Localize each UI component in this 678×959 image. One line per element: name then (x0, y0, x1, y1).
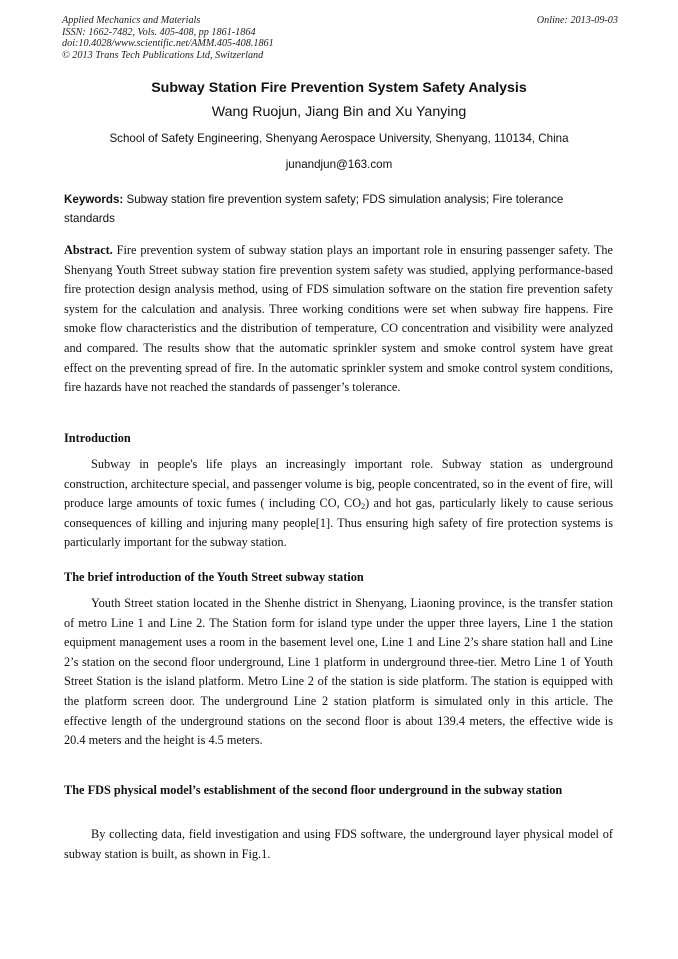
section-body-station-intro: Youth Street station located in the Shenhe district in Shenyang, Liaoning province, is the transfer station of metro Line 1 and Line 2. The Station form for island type under the upper three layers, Line 1 the station equipment management uses a room in the basement level one, Line 1 and Line 2’s share station hall and Line 2’s station on the second floor underground, Line 1 platform in underground three-tier. Metro Line 1 of Youth Street Station is the island platform. Metro Line 2 of the station is side platform. The station is equipped with the platform screen door. The underground Line 2 station platform is simulated only in this article. The effective length of the underground stations on the second floor is about 139.4 meters, the effective wide is 20.4 meters and the height is 4.5 meters. (64, 596, 613, 748)
issn-line: ISSN: 1662-7482, Vols. 405-408, pp 1861-1864 (62, 26, 256, 38)
section-heading-station-intro: The brief introduction of the Youth Street subway station (64, 570, 364, 584)
section-body-introduction (64, 455, 613, 553)
paper-title: Subway Station Fire Prevention System Safety Analysis (151, 80, 527, 96)
author-list: Wang Ruojun, Jiang Bin and Xu Yanying (211, 104, 467, 120)
introduction-text-part2: ) and hot gas, particularly likely to cause serious consequences of killing and injuring many people[1]. Thus ensuring high safety of fire protection systems is particularly important for the subway station. (64, 496, 613, 550)
keywords (64, 190, 613, 228)
abstract (64, 241, 613, 398)
abstract-label: Abstract. (64, 243, 113, 257)
keywords-label: Keywords: (64, 193, 124, 206)
introduction-text-part1: Subway in people's life plays an increasingly important role. Subway station as underground construction, architecture special, and passenger volume is big, people concentrated, so in the event of fire, will produce large amounts of toxic fumes ( including CO, CO (64, 457, 613, 511)
co2-subscript: 2 (361, 502, 366, 512)
copyright-line: © 2013 Trans Tech Publications Ltd, Switzerland (62, 49, 264, 61)
keywords-text: Subway station fire prevention system safety; FDS simulation analysis; Fire tolerance standards (64, 193, 564, 225)
abstract-text: Fire prevention system of subway station plays an important role in ensuring passenger safety. The Shenyang Youth Street subway station fire prevention system safety was studied, applying performance-based fire protection design analysis method, using of FDS simulation software on the station fire prevention safety system for the calculation and analysis. Three working conditions were set when subway fire happens. Fire smoke flow characteristics and the distribution of temperature, CO concentration and visibility were analyzed and compared. The results show that the automatic sprinkler system and smoke control system have great effect on the preventing spread of fire. In the automatic sprinkler system and smoke control system conditions, fire hazards have not reached the standards of passenger’s tolerance. (64, 243, 613, 395)
contact-email: junandjun@163.com (285, 158, 393, 171)
journal-header (62, 15, 618, 61)
section-heading-fds-model: The FDS physical model’s establishment of the second floor underground in the subway station (64, 783, 563, 797)
journal-name: Applied Mechanics and Materials (62, 15, 201, 26)
doi-line: doi:10.4028/www.scientific.net/AMM.405-408.1861 (62, 38, 274, 50)
affiliation: School of Safety Engineering, Shenyang Aerospace University, Shenyang, 110134, China (109, 132, 569, 145)
online-date: Online: 2013-09-03 (536, 15, 618, 26)
section-body-fds-model: By collecting data, field investigation and using FDS software, the underground layer physical model of subway station is built, as shown in Fig.1. (64, 827, 613, 861)
section-heading-introduction: Introduction (64, 431, 131, 445)
